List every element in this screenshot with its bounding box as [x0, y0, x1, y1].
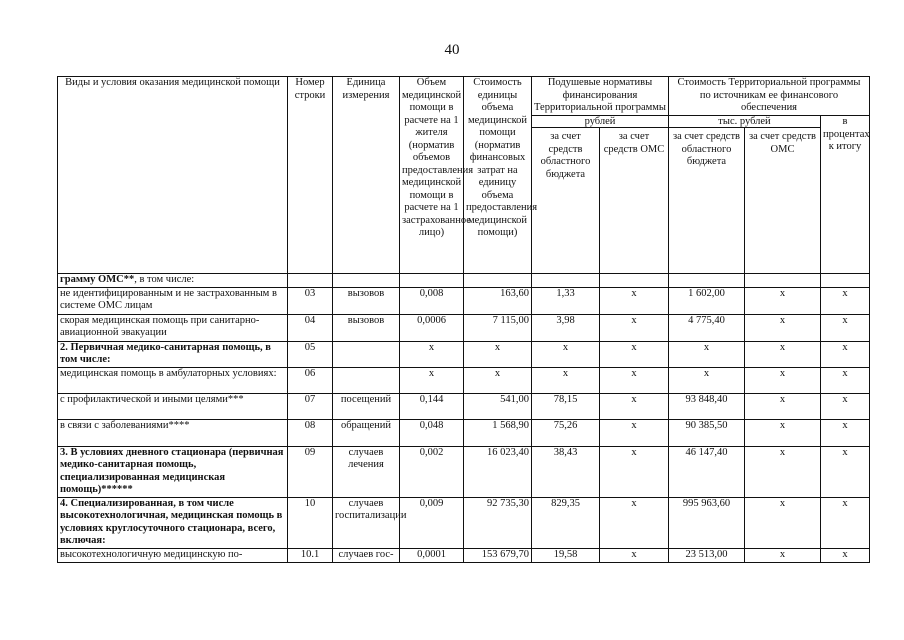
row-volume: х	[400, 341, 464, 367]
row-cost: 1 568,90	[464, 419, 532, 446]
row-per-capita-oms: х	[600, 497, 669, 548]
row-per-capita-regional: 75,26	[532, 419, 600, 446]
row-name: 2. Первичная медико-санитарная помощь, в том числе:	[58, 341, 288, 367]
table-row	[58, 367, 870, 393]
row-cost-oms: х	[745, 548, 821, 562]
header-row	[58, 77, 870, 116]
table-row	[58, 287, 870, 314]
row-cost-oms: х	[745, 497, 821, 548]
row-number: 10.1	[288, 548, 333, 562]
header-per-capita-regional: за счет средств областного бюджета	[532, 128, 600, 274]
row-unit	[333, 367, 400, 393]
row-per-capita-regional: 38,43	[532, 446, 600, 497]
row-cost-regional: 90 385,50	[669, 419, 745, 446]
row-cost: 541,00	[464, 393, 532, 419]
row-cost-oms: х	[745, 287, 821, 314]
row-unit: посещений	[333, 393, 400, 419]
row-per-capita-oms: х	[600, 548, 669, 562]
row-per-capita-regional: х	[532, 341, 600, 367]
row-cost-oms: х	[745, 419, 821, 446]
row-name: с профилактической и иными целями***	[58, 393, 288, 419]
header-rubles: рублей	[532, 116, 669, 128]
row-unit: случаев госпитализации	[333, 497, 400, 548]
header-unit: Единица измерения	[333, 77, 400, 274]
row-name: 4. Специализированная, в том числе высокотехнологичная, медицинская помощь в условиях круглосуточного стационара, всего, включая:	[58, 497, 288, 548]
header-per-capita-oms: за счет средств ОМС	[600, 128, 669, 274]
row-per-capita-regional: 78,15	[532, 393, 600, 419]
table-row	[58, 393, 870, 419]
row-per-capita-regional: 3,98	[532, 314, 600, 341]
row-percent: х	[821, 367, 870, 393]
header-cost-regional: за счет средств областного бюджета	[669, 128, 745, 274]
header-thousand-rubles: тыс. рублей	[669, 116, 821, 128]
row-per-capita-oms: х	[600, 314, 669, 341]
row-cost-oms: х	[745, 393, 821, 419]
row-cost-regional: 46 147,40	[669, 446, 745, 497]
row-name: в связи с заболеваниями****	[58, 419, 288, 446]
row-percent: х	[821, 287, 870, 314]
row-number: 05	[288, 341, 333, 367]
row-number: 08	[288, 419, 333, 446]
row-cost-regional: х	[669, 341, 745, 367]
row-per-capita-oms: х	[600, 393, 669, 419]
row-percent: х	[821, 548, 870, 562]
row-volume: х	[400, 367, 464, 393]
row-name: скорая медицинская помощь при санитарно-авиационной эвакуации	[58, 314, 288, 341]
header-kind: Виды и условия оказания медицинской помощи	[58, 77, 288, 274]
row-unit: случаев лечения	[333, 446, 400, 497]
row-name: 3. В условиях дневного стационара (первичная медико-санитарная помощь, специализированная медицинская помощь)******	[58, 446, 288, 497]
row-volume: 0,009	[400, 497, 464, 548]
row-unit	[333, 341, 400, 367]
table-row	[58, 314, 870, 341]
row-percent: х	[821, 419, 870, 446]
row-cost-oms: х	[745, 446, 821, 497]
row-per-capita-regional: 829,35	[532, 497, 600, 548]
row-per-capita-oms: х	[600, 341, 669, 367]
row-name: медицинская помощь в амбулаторных условиях:	[58, 367, 288, 393]
row-cost-oms: х	[745, 341, 821, 367]
header-unit-cost: Стоимость единицы объема медицинской помощи (норматив финансовых затрат на единицу объема предоставления медицинской помощи)	[464, 77, 532, 274]
row-cost-regional: 93 848,40	[669, 393, 745, 419]
row-cost-regional: 23 513,00	[669, 548, 745, 562]
header-percent: в процентах к итогу	[821, 116, 870, 274]
row-per-capita-oms: х	[600, 419, 669, 446]
row-cost-regional: х	[669, 367, 745, 393]
row-cost: х	[464, 367, 532, 393]
row-unit: вызовов	[333, 314, 400, 341]
row-unit: обращений	[333, 419, 400, 446]
row-volume: 0,002	[400, 446, 464, 497]
header-volume: Объем медицинской помощи в расчете на 1 жителя (норматив объемов предоставления медицинской помощи в расчете на 1 застрахованное лицо)	[400, 77, 464, 274]
row-cost: х	[464, 341, 532, 367]
row-cost-oms: х	[745, 314, 821, 341]
table-row	[58, 341, 870, 367]
row-cost: 153 679,70	[464, 548, 532, 562]
row-name: не идентифицированным и не застрахованным в системе ОМС лицам	[58, 287, 288, 314]
row-percent: х	[821, 393, 870, 419]
row-cost-regional: 4 775,40	[669, 314, 745, 341]
row-percent: х	[821, 497, 870, 548]
row-number: 10	[288, 497, 333, 548]
row-number: 07	[288, 393, 333, 419]
table-row	[58, 446, 870, 497]
table-row	[58, 274, 870, 288]
page-number: 40	[444, 42, 460, 58]
row-per-capita-oms: х	[600, 367, 669, 393]
header-row-number: Номер строки	[288, 77, 333, 274]
row-per-capita-regional: 19,58	[532, 548, 600, 562]
row-number: 09	[288, 446, 333, 497]
header-cost-oms: за счет средств ОМС	[745, 128, 821, 274]
row-volume: 0,0001	[400, 548, 464, 562]
table-row	[58, 497, 870, 548]
table-row	[58, 548, 870, 562]
row-cost: 92 735,30	[464, 497, 532, 548]
row-cost-regional: 995 963,60	[669, 497, 745, 548]
row-per-capita-oms: х	[600, 446, 669, 497]
financing-table	[57, 76, 870, 563]
row-percent: х	[821, 446, 870, 497]
row-number: 04	[288, 314, 333, 341]
header-per-capita: Подушевые нормативы финансирования Территориальной программы	[532, 77, 669, 116]
table-row	[58, 419, 870, 446]
row-name: высокотехнологичную медицинскую по-	[58, 548, 288, 562]
row-percent: х	[821, 341, 870, 367]
row-number: 03	[288, 287, 333, 314]
row-name: грамму ОМС**, в том числе:	[58, 274, 288, 288]
row-per-capita-oms: х	[600, 287, 669, 314]
header-program-cost: Стоимость Территориальной программы по источникам ее финансового обеспечения	[669, 77, 870, 116]
row-cost: 163,60	[464, 287, 532, 314]
row-volume: 0,008	[400, 287, 464, 314]
row-cost-regional: 1 602,00	[669, 287, 745, 314]
row-per-capita-regional: 1,33	[532, 287, 600, 314]
row-unit: случаев гос-	[333, 548, 400, 562]
row-volume: 0,144	[400, 393, 464, 419]
row-volume: 0,0006	[400, 314, 464, 341]
row-number: 06	[288, 367, 333, 393]
row-per-capita-regional: х	[532, 367, 600, 393]
row-unit: вызовов	[333, 287, 400, 314]
row-cost-oms: х	[745, 367, 821, 393]
row-cost: 7 115,00	[464, 314, 532, 341]
row-percent: х	[821, 314, 870, 341]
row-volume: 0,048	[400, 419, 464, 446]
row-cost: 16 023,40	[464, 446, 532, 497]
